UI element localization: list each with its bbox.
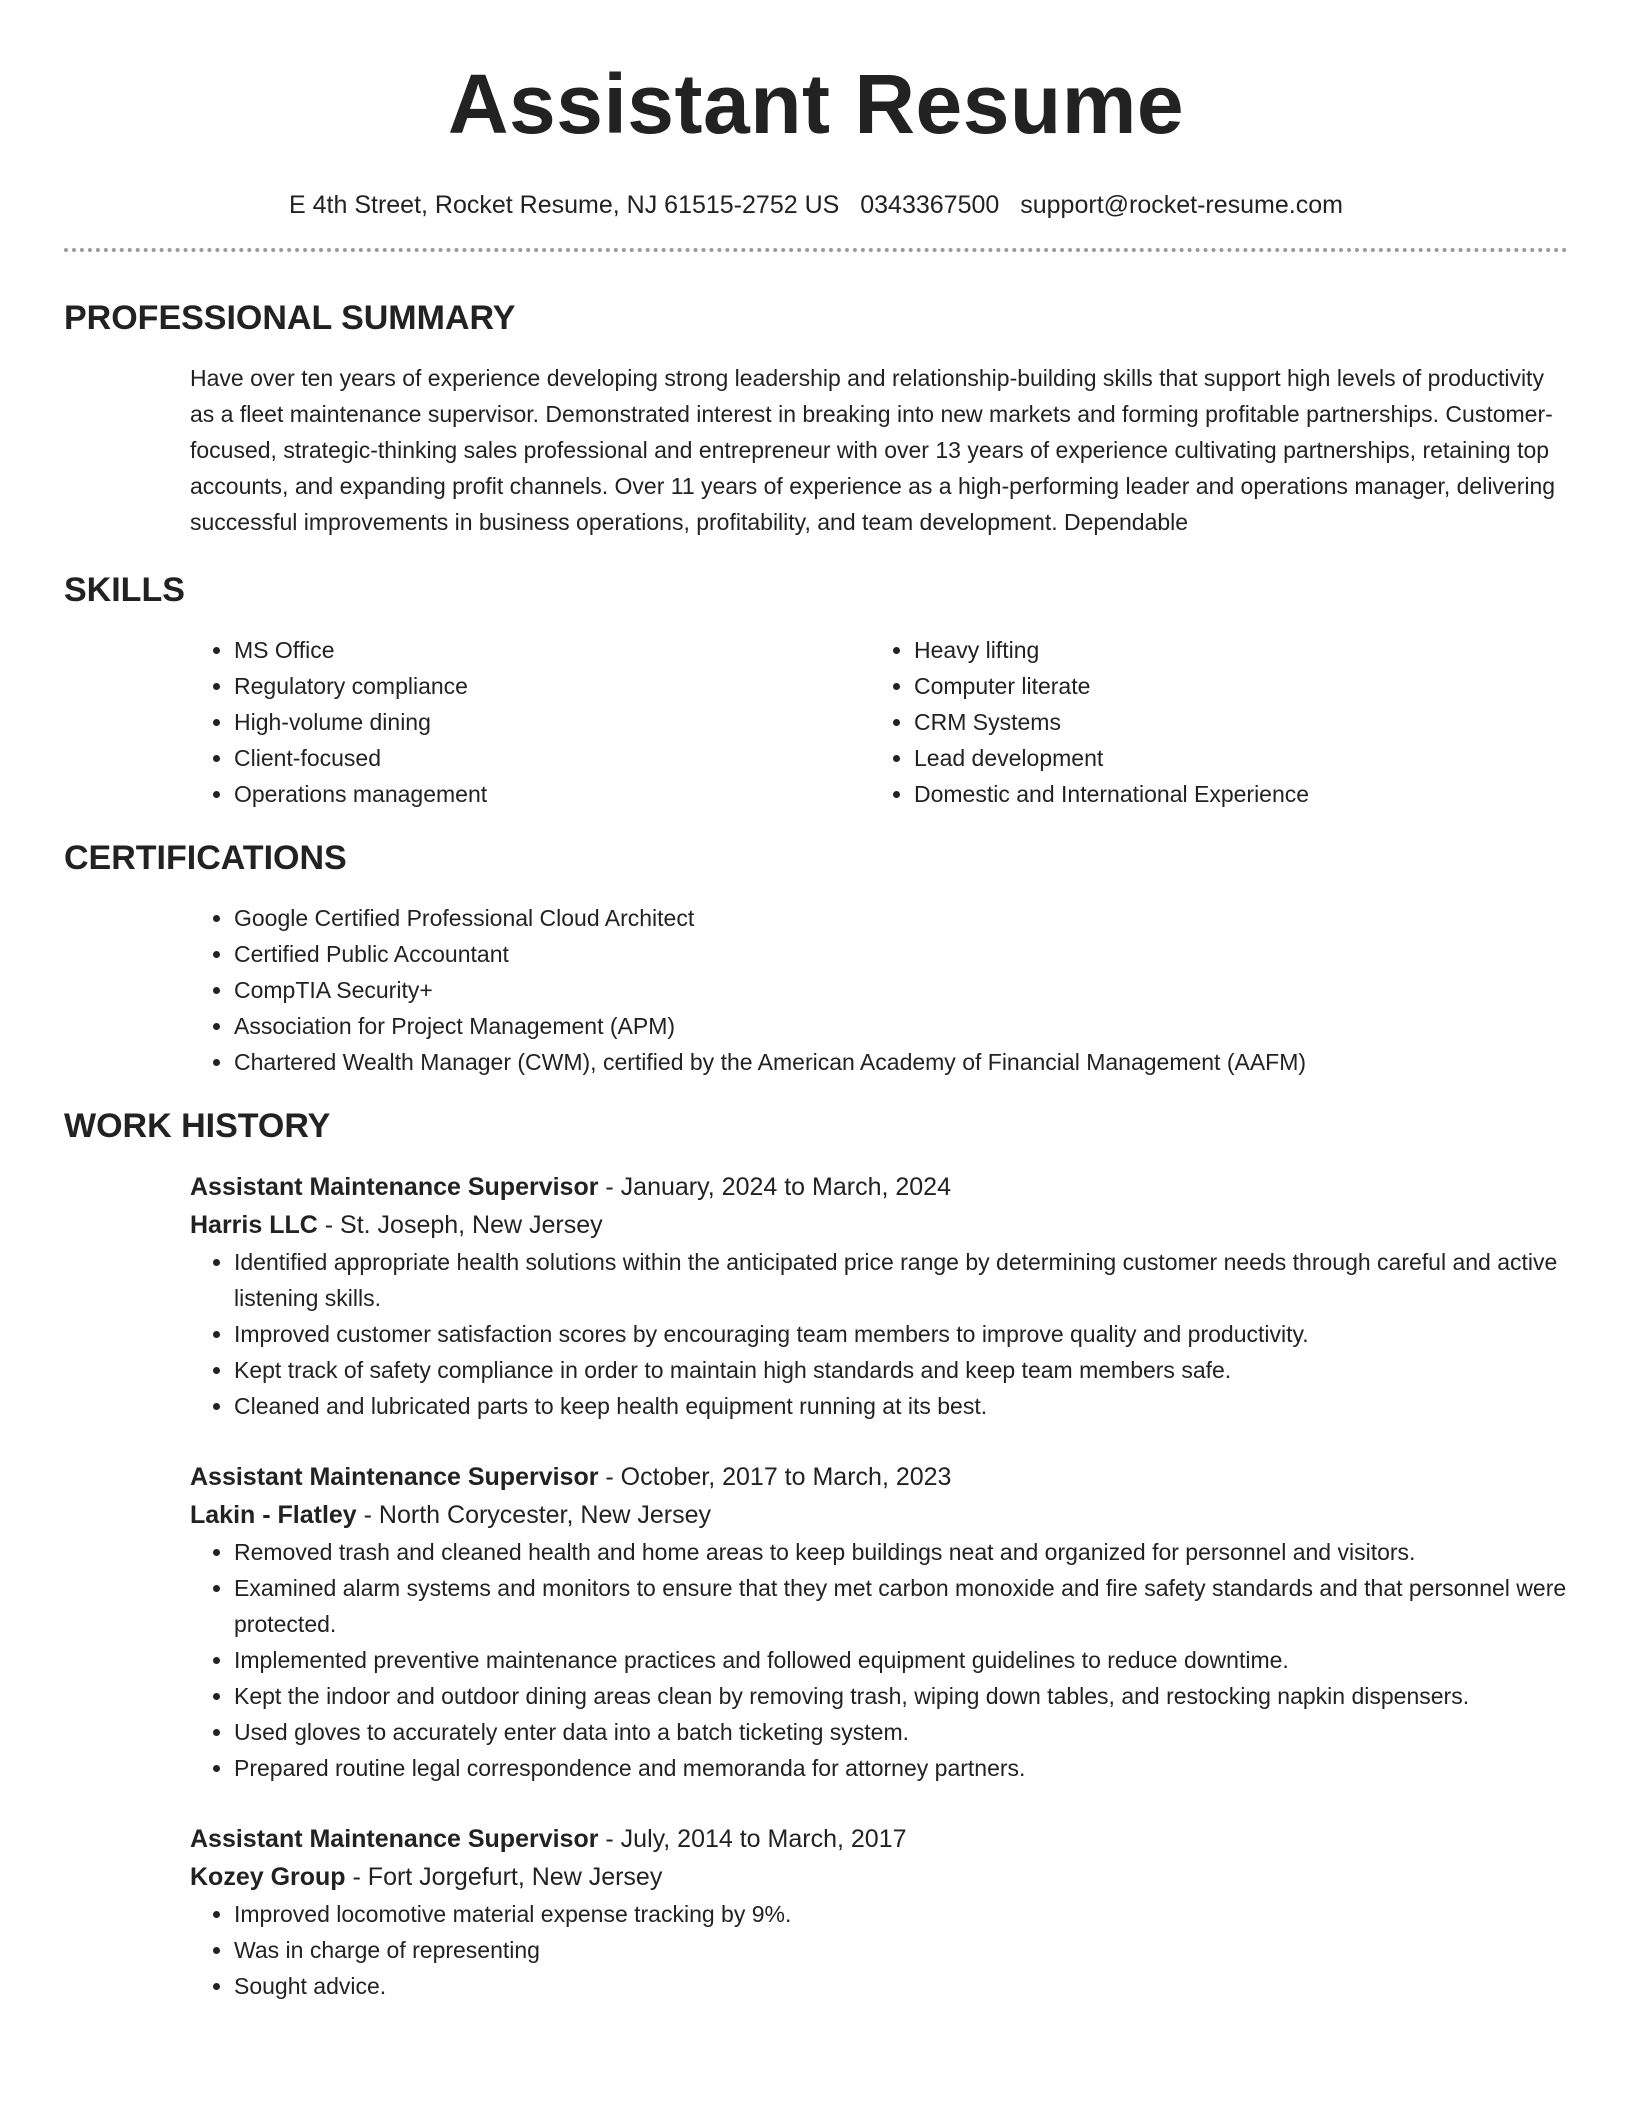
job-bullet: • Removed trash and cleaned health and home areas to keep buildings neat and organized for personnel and visitors. bbox=[234, 1534, 1568, 1570]
contact-phone: 0343367500 bbox=[860, 191, 1000, 219]
certification-item: • CompTIA Security+ bbox=[234, 972, 1568, 1008]
skill-item: • High-volume dining bbox=[234, 704, 870, 740]
job-company-line bbox=[190, 1496, 1568, 1534]
job-bullet: • Kept track of safety compliance in order to maintain high standards and keep team members safe. bbox=[234, 1352, 1568, 1388]
skill-item: • Heavy lifting bbox=[914, 632, 1550, 668]
job-bullets bbox=[190, 1534, 1568, 1786]
job-company: Lakin - Flatley bbox=[190, 1501, 357, 1529]
resume-title: Assistant Resume bbox=[447, 57, 1185, 151]
job-bullet: • Was in charge of representing bbox=[234, 1932, 1568, 1968]
skills-section bbox=[64, 570, 1568, 812]
certifications-section bbox=[64, 838, 1568, 1080]
job-bullet: • Sought advice. bbox=[234, 1968, 1568, 2004]
contact-email: support@rocket-resume.com bbox=[1020, 191, 1343, 219]
skills-list bbox=[870, 632, 1550, 812]
certification-item: • Certified Public Accountant bbox=[234, 936, 1568, 972]
job-dates: - July, 2014 to March, 2017 bbox=[598, 1825, 907, 1853]
section-heading: SKILLS bbox=[64, 571, 185, 609]
skill-item: • Lead development bbox=[914, 740, 1550, 776]
skill-item: • Computer literate bbox=[914, 668, 1550, 704]
skills-column-left bbox=[190, 632, 870, 812]
job-bullets bbox=[190, 1896, 1568, 2004]
section-heading: PROFESSIONAL SUMMARY bbox=[64, 299, 516, 337]
job-entry bbox=[190, 1820, 1568, 2004]
professional-summary-section bbox=[64, 298, 1568, 540]
skill-item: • CRM Systems bbox=[914, 704, 1550, 740]
certifications-list-wrapper bbox=[190, 900, 1568, 1080]
work-history-section bbox=[64, 1106, 1568, 2004]
skills-grid bbox=[190, 632, 1568, 812]
job-title: Assistant Maintenance Supervisor bbox=[190, 1463, 599, 1491]
job-dates: - January, 2024 to March, 2024 bbox=[598, 1173, 951, 1201]
skill-item: • MS Office bbox=[234, 632, 870, 668]
job-company-line bbox=[190, 1858, 1568, 1896]
job-location: - North Corycester, New Jersey bbox=[356, 1501, 711, 1529]
contact-line bbox=[64, 190, 1568, 220]
job-bullet: • Examined alarm systems and monitors to ensure that they met carbon monoxide and fire safety standards and that personnel were protected. bbox=[234, 1570, 1568, 1642]
job-entry bbox=[190, 1458, 1568, 1786]
job-title-line bbox=[190, 1458, 1568, 1496]
header-divider bbox=[64, 248, 1568, 252]
job-location: - St. Joseph, New Jersey bbox=[317, 1211, 603, 1239]
job-company: Harris LLC bbox=[190, 1211, 318, 1239]
job-company: Kozey Group bbox=[190, 1863, 346, 1891]
certification-item: • Association for Project Management (APM) bbox=[234, 1008, 1568, 1044]
job-title: Assistant Maintenance Supervisor bbox=[190, 1173, 599, 1201]
skill-item: • Domestic and International Experience bbox=[914, 776, 1550, 812]
certification-item: • Google Certified Professional Cloud Architect bbox=[234, 900, 1568, 936]
section-heading: CERTIFICATIONS bbox=[64, 839, 347, 877]
skill-item: • Operations management bbox=[234, 776, 870, 812]
job-bullet: • Improved locomotive material expense tracking by 9%. bbox=[234, 1896, 1568, 1932]
job-bullet: • Cleaned and lubricated parts to keep health equipment running at its best. bbox=[234, 1388, 1568, 1424]
job-bullet: • Identified appropriate health solutions within the anticipated price range by determining customer needs through careful and active listening skills. bbox=[234, 1244, 1568, 1316]
skill-item: • Client-focused bbox=[234, 740, 870, 776]
job-bullet: • Kept the indoor and outdoor dining areas clean by removing trash, wiping down tables, and restocking napkin dispensers. bbox=[234, 1678, 1568, 1714]
job-location: - Fort Jorgefurt, New Jersey bbox=[345, 1863, 663, 1891]
summary-text: Have over ten years of experience developing strong leadership and relationship-building skills that support high levels of productivity as a fleet maintenance supervisor. Demonstrated interest in breaking into new markets and forming profitable partnerships. Customer-focused, strategic-thinking sales professional and entrepreneur with over 13 years of experience cultivating partnerships, retaining top accounts, and expanding profit channels. Over 11 years of experience as a high-performing leader and operations manager, delivering successful improvements in business operations, profitability, and team development. Dependable bbox=[190, 365, 1556, 535]
skills-column-right bbox=[870, 632, 1550, 812]
skill-item: • Regulatory compliance bbox=[234, 668, 870, 704]
job-dates: - October, 2017 to March, 2023 bbox=[598, 1463, 952, 1491]
job-title-line bbox=[190, 1820, 1568, 1858]
job-bullet: • Prepared routine legal correspondence and memoranda for attorney partners. bbox=[234, 1750, 1568, 1786]
section-heading: WORK HISTORY bbox=[64, 1107, 331, 1145]
job-bullet: • Improved customer satisfaction scores by encouraging team members to improve quality and productivity. bbox=[234, 1316, 1568, 1352]
job-bullet: • Used gloves to accurately enter data into a batch ticketing system. bbox=[234, 1714, 1568, 1750]
job-title: Assistant Maintenance Supervisor bbox=[190, 1825, 599, 1853]
job-entry bbox=[190, 1168, 1568, 1424]
job-company-line bbox=[190, 1206, 1568, 1244]
skills-list bbox=[190, 632, 870, 812]
job-bullet: • Implemented preventive maintenance practices and followed equipment guidelines to reduce downtime. bbox=[234, 1642, 1568, 1678]
certifications-list bbox=[190, 900, 1568, 1080]
certification-item: • Chartered Wealth Manager (CWM), certified by the American Academy of Financial Management (AAFM) bbox=[234, 1044, 1568, 1080]
contact-address: E 4th Street, Rocket Resume, NJ 61515-2752 US bbox=[289, 191, 840, 219]
job-title-line bbox=[190, 1168, 1568, 1206]
job-bullets bbox=[190, 1244, 1568, 1424]
